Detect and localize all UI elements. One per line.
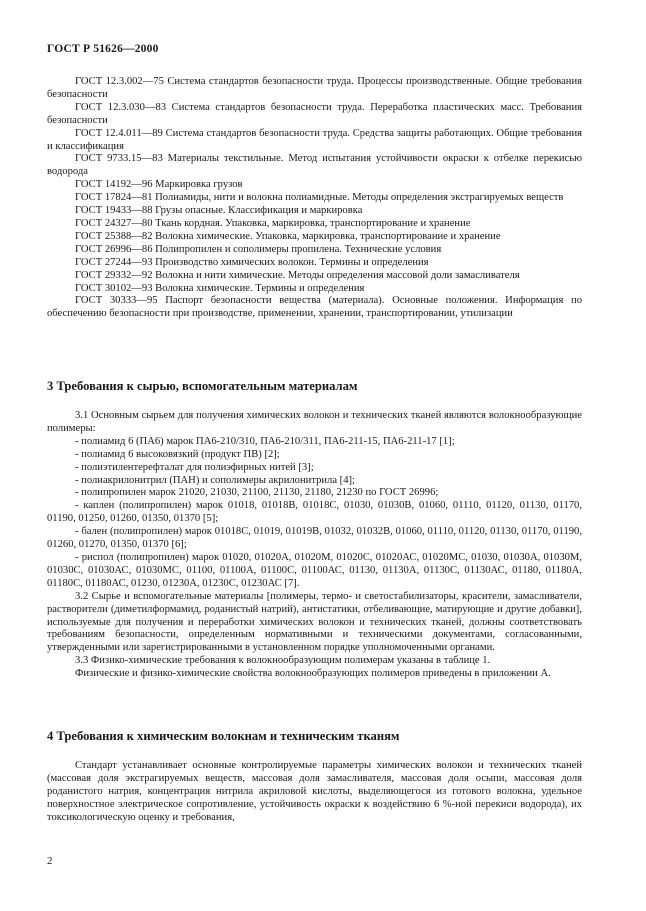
section-3-paragraph-1: 3.1 Основным сырьем для получения химических волокон и технических тканей являются волокнообразующие полимеры: — [47, 410, 582, 434]
polymer-list-item: - полиэтилентерефталат для полиэфирных нитей [3]; — [75, 461, 314, 473]
page-number: 2 — [47, 855, 53, 867]
reference-item: ГОСТ 30333—95 Паспорт безопасности вещества (материала). Основные положения. Информация по обеспечению безопасности при производстве, применении, хранении, транспортировании, утилизации — [47, 295, 582, 320]
reference-item: ГОСТ 29332—92 Волокна и нити химические. Методы определения массовой доли замасливателя — [75, 269, 520, 281]
reference-item: ГОСТ 24327—80 Ткань кордная. Упаковка, маркировка, транспортирование и хранение — [75, 217, 471, 229]
reference-item: ГОСТ 25388—82 Волокна химические. Упаковка, маркировка, транспортирование и хранение — [75, 230, 501, 242]
polymer-list-item: - полиамид 6 высоковязкий (продукт ПВ) [2]; — [75, 448, 280, 460]
polymer-list-item: - риспол (полипропилен) марок 01020, 01020А, 01020М, 01020С, 01020АС, 01020МС, 01030, 01030А, 01030М, 01030С, 01030АС, 01030МС, 01100, 01100А, 01100С, 01100АС, 01130, 01130А, 01130С, 01130АС, 01180, 01180А, 01180С, 01180АС, 01230, 01230А, 01230С, 01230АС [7]. — [47, 551, 582, 589]
section-4-heading: 4 Требования к химическим волокнам и техническим тканям — [47, 729, 400, 743]
polymer-list-item: - полипропилен марок 21020, 21030, 21100, 21130, 21180, 21230 по ГОСТ 26996; — [75, 487, 439, 499]
reference-item: ГОСТ 9733.15—83 Материалы текстильные. Метод испытания устойчивости окраски к отбелке перекисью водорода — [47, 153, 582, 178]
reference-item: ГОСТ 17824—81 Полиамиды, нити и волокна полиамидные. Методы определения экстрагируемых веществ — [75, 192, 564, 204]
reference-item: ГОСТ 12.3.030—83 Система стандартов безопасности труда. Переработка пластических масс. Требования безопасности — [47, 101, 582, 126]
section-3-paragraph-3: 3.3 Физико-химические требования к волокнообразующим полимерам указаны в таблице 1. — [75, 655, 491, 667]
section-4-body — [47, 760, 582, 825]
polymer-list-item: - каплен (полипропилен) марок 01018, 01018В, 01018С, 01030, 01030В, 01060, 01110, 01120, 01130, 01170, 01190, 01250, 01260, 01350, 01370 [5]; — [47, 500, 582, 525]
polymer-list-item: - бален (полипропилен) марок 01018С, 01019, 01019В, 01032, 01032В, 01060, 01110, 01120, 01130, 01170, 01190, 01260, 01270, 01350, 01370 [6]; — [47, 526, 582, 551]
normative-references-list — [47, 76, 582, 321]
section-4-paragraph-1: Стандарт устанавливает основные контролируемые параметры химических волокон и технических тканей (массовая доля экстрагируемых веществ, массовая доля замасливателя, массовая доля осыпи, массовая доля роданистого натрия, концентрация нитрила акриловой кислоты, выделяющегося из готового волокна, удельное поверхностное электрическое сопротивление, устойчивость окраски к воздействию 6 %-ной перекиси водорода), их токсикологическую оценку и требования, — [47, 760, 582, 823]
reference-item: ГОСТ 14192—96 Маркировка грузов — [75, 179, 243, 191]
section-3-heading: 3 Требования к сырью, вспомогательным материалам — [47, 379, 358, 393]
reference-item: ГОСТ 27244—93 Производство химических волокон. Термины и определения — [75, 256, 429, 268]
reference-item: ГОСТ 30102—93 Волокна химические. Термины и определения — [75, 282, 365, 294]
section-3-body — [47, 410, 582, 681]
reference-item: ГОСТ 12.3.002—75 Система стандартов безопасности труда. Процессы производственные. Общие требования безопасности — [47, 76, 582, 100]
section-3-paragraph-2: 3.2 Сырье и вспомогательные материалы [полимеры, термо- и светостабилизаторы, красители, замасливатели, растворители (диметилформамид, роданистый натрий), антистатики, отбеливающие, матирующие и другие добавки], используемые для получения и переработки химических волокон и технических тканей, должны соответствовать требованиям безопасности, определенным нормативными и техническими документами, согласованными, утвержденными или зарегистрированными в установленном порядке уполномоченными органами. — [47, 590, 582, 654]
reference-item: ГОСТ 19433—88 Грузы опасные. Классификация и маркировка — [75, 205, 363, 217]
section-3-paragraph-4: Физические и физико-химические свойства волокнообразующих полимеров приведены в приложении А. — [75, 668, 551, 680]
polymer-list-item: - полиамид 6 (ПА6) марок ПА6-210/310, ПА6-210/311, ПА6-211-15, ПА6-211-17 [1]; — [75, 435, 455, 447]
document-code-header: ГОСТ Р 51626—2000 — [47, 43, 159, 55]
polymer-list-item: - полиакрилонитрил (ПАН) и сополимеры акрилонитрила [4]; — [75, 474, 355, 486]
reference-item: ГОСТ 12.4.011—89 Система стандартов безопасности труда. Средства защиты работающих. Общие требования и классификация — [47, 127, 582, 152]
reference-item: ГОСТ 26996—86 Полипропилен и сополимеры пропилена. Технические условия — [75, 243, 442, 255]
